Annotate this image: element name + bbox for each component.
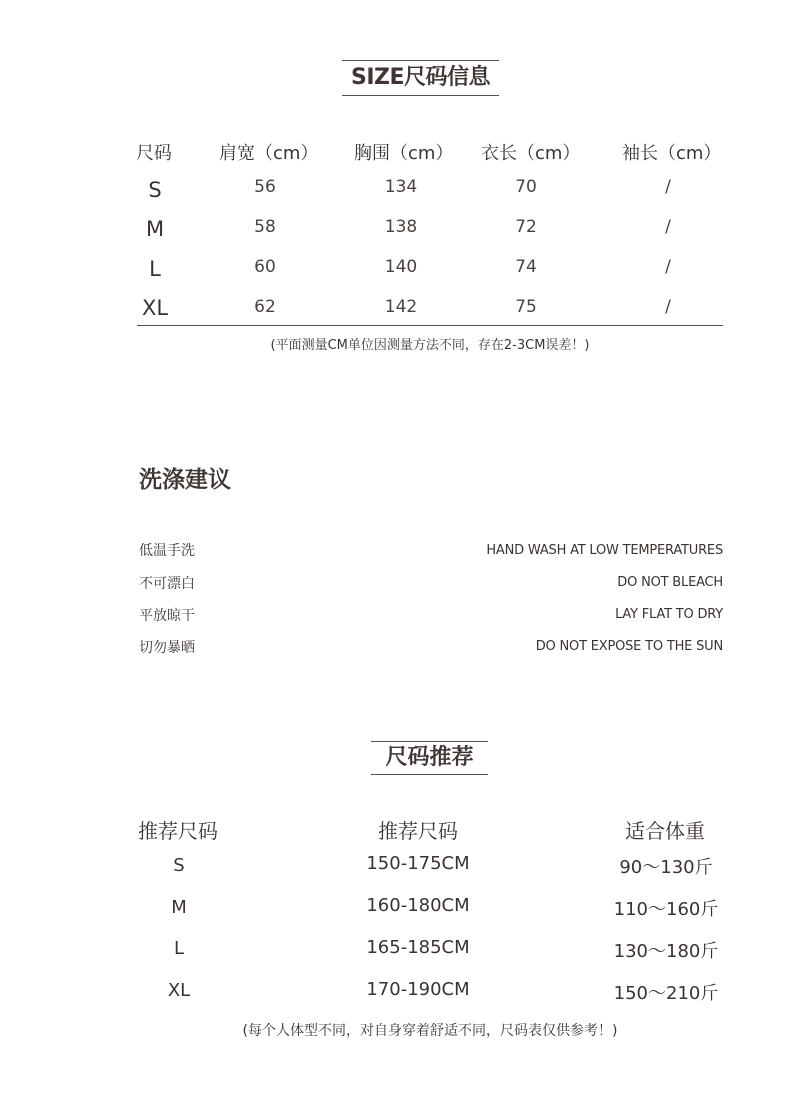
recommend-row-xl-weight: 150～210斤 <box>613 983 719 1004</box>
size-row-xl-shoulder: 62 <box>254 297 276 317</box>
size-row-l-chest: 140 <box>384 257 418 277</box>
size-row-l-sleeve: / <box>665 257 671 277</box>
size-row-l-size: L <box>149 257 161 281</box>
wash-item-4-cn: 切勿暴晒 <box>139 640 195 656</box>
size-row-xl-size: XL <box>141 296 169 320</box>
recommend-row-s-weight: 90～130斤 <box>619 857 713 878</box>
washing-title: 洗涤建议 <box>139 467 231 493</box>
size-row-s-size: S <box>148 178 162 202</box>
recommend-header-weight: 适合体重 <box>625 819 705 843</box>
wash-item-3-cn: 平放晾干 <box>139 608 195 624</box>
wash-item-1-en: HAND WASH AT LOW TEMPERATURES <box>486 543 723 558</box>
recommend-header-height: 推荐尺码 <box>378 819 458 843</box>
size-row-xl-chest: 142 <box>384 297 418 317</box>
header-chest: 胸围（cm） <box>354 143 454 164</box>
size-row-s-sleeve: / <box>665 177 671 197</box>
size-row-s-shoulder: 56 <box>254 177 276 197</box>
recommend-row-xl-size: XL <box>167 980 191 1001</box>
wash-item-4-en: DO NOT EXPOSE TO THE SUN <box>535 639 723 654</box>
wash-item-2-en: DO NOT BLEACH <box>617 575 723 590</box>
size-row-s-length: 70 <box>515 177 537 197</box>
recommend-row-s-height: 150-175CM <box>366 853 470 874</box>
recommend-title: 尺码推荐 <box>371 741 488 775</box>
header-size: 尺码 <box>136 143 172 164</box>
size-row-xl-sleeve: / <box>665 297 671 317</box>
size-row-m-shoulder: 58 <box>254 217 276 237</box>
recommend-row-m-height: 160-180CM <box>366 895 470 916</box>
recommend-row-m-weight: 110～160斤 <box>613 899 719 920</box>
wash-item-2-cn: 不可漂白 <box>139 576 195 592</box>
size-row-m-chest: 138 <box>384 217 418 237</box>
size-info-note: (平面测量CM单位因测量方法不同，存在2-3CM误差！) <box>270 338 590 353</box>
size-row-l-shoulder: 60 <box>254 257 276 277</box>
header-length: 衣长（cm） <box>481 143 581 164</box>
size-table-divider <box>137 325 723 326</box>
recommend-row-l-height: 165-185CM <box>366 937 470 958</box>
wash-item-3-en: LAY FLAT TO DRY <box>615 607 723 622</box>
size-row-xl-length: 75 <box>515 297 537 317</box>
size-row-m-length: 72 <box>515 217 537 237</box>
wash-item-1-cn: 低温手洗 <box>139 543 195 559</box>
size-row-m-size: M <box>145 217 165 241</box>
recommend-row-l-weight: 130～180斤 <box>613 941 719 962</box>
size-info-title: SIZE尺码信息 <box>342 60 499 96</box>
size-row-m-sleeve: / <box>665 217 671 237</box>
recommend-header-size: 推荐尺码 <box>138 819 218 843</box>
recommend-row-xl-height: 170-190CM <box>366 979 470 1000</box>
recommend-note: (每个人体型不同，对自身穿着舒适不同，尺码表仅供参考！) <box>242 1023 618 1039</box>
size-row-s-chest: 134 <box>384 177 418 197</box>
header-sleeve: 袖长（cm） <box>622 143 722 164</box>
size-row-l-length: 74 <box>515 257 537 277</box>
header-shoulder: 肩宽（cm） <box>219 143 319 164</box>
recommend-row-l-size: L <box>173 938 185 959</box>
recommend-row-m-size: M <box>171 897 187 918</box>
recommend-row-s-size: S <box>173 855 185 876</box>
